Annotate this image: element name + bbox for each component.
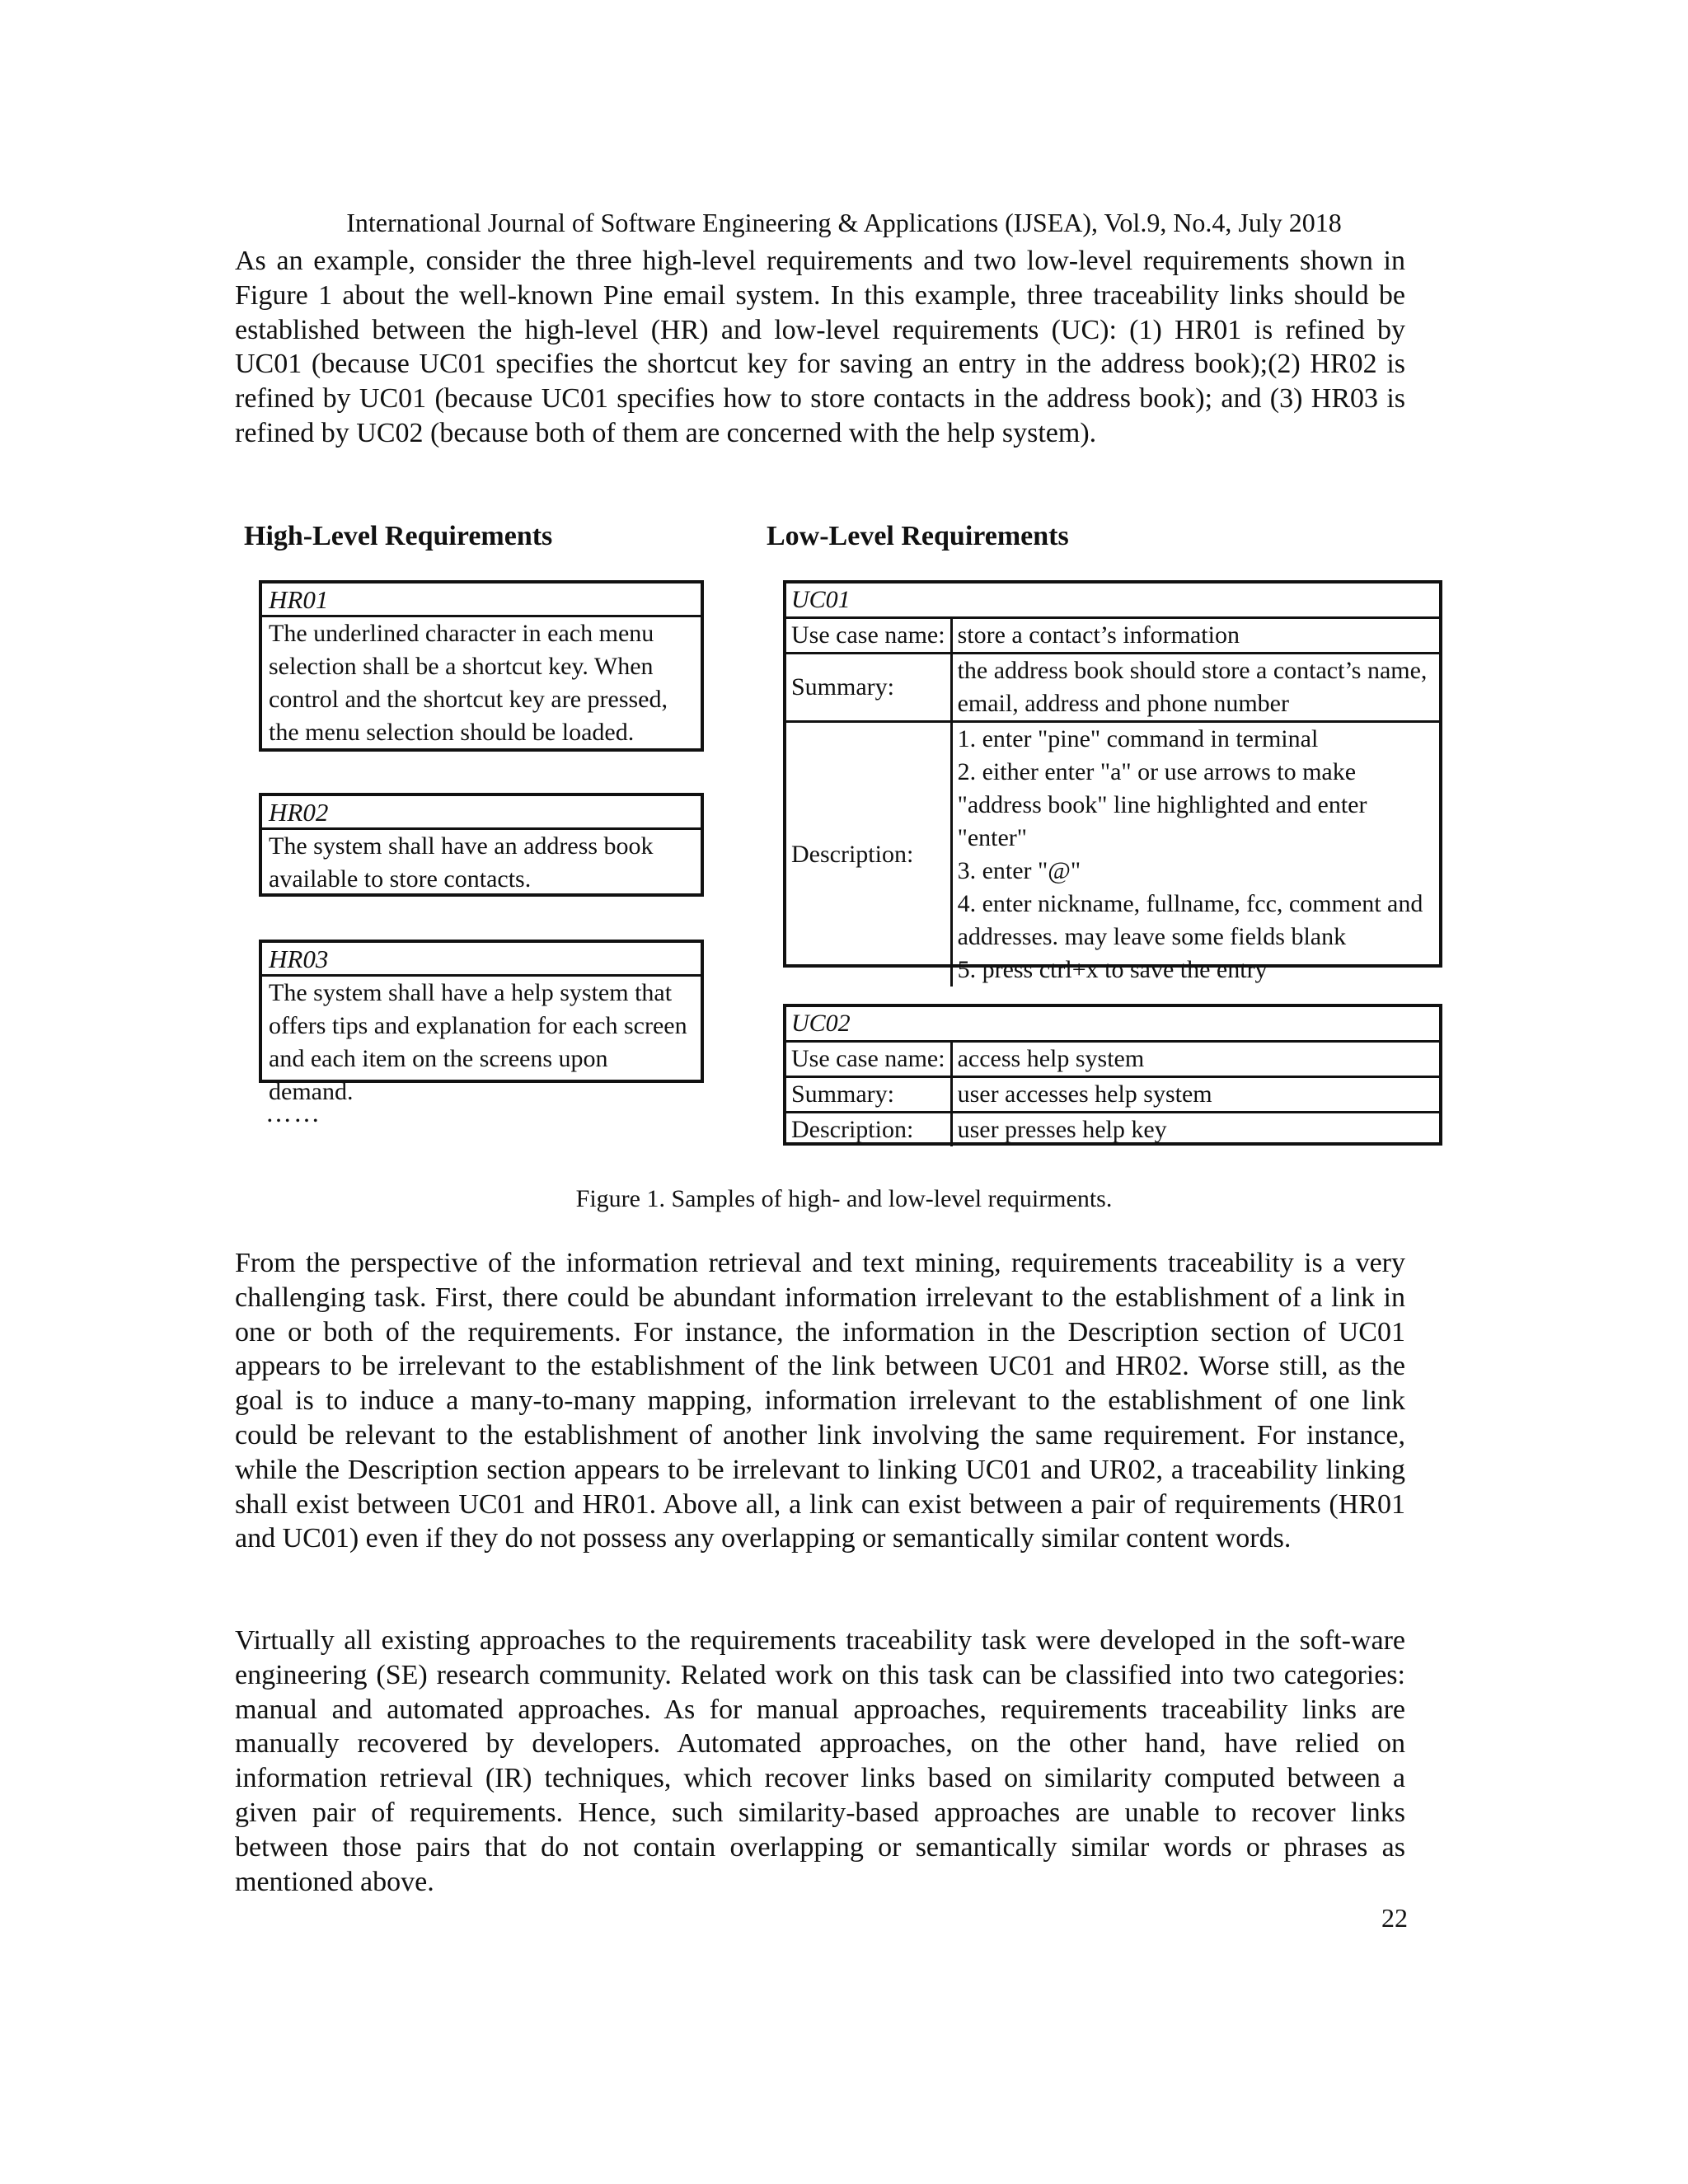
uc01-step: 1. enter "pine" command in terminal [957,725,1319,752]
hr02-text: The system shall have an address book available to store contacts. [269,832,654,893]
uc01-box [783,580,1442,983]
high-level-heading: High-Level Requirements [244,521,553,551]
hr01-id: HR01 [262,583,701,617]
low-level-heading: Low-Level Requirements [767,521,1069,551]
uc01-use-case-label: Use case name: [786,618,951,654]
hr01-box [259,580,704,752]
uc01-step: 5. press ctrl+x to save the entry [957,956,1268,983]
more-requirements-ellipsis: …… [265,1098,321,1127]
uc01-step: 4. enter nickname, fullname, fcc, comment and addresses. may leave some fields blank [957,890,1423,950]
uc02-use-case-value: access help system [951,1042,1439,1077]
uc01-table [786,583,1439,987]
hr03-id: HR03 [262,943,701,977]
uc02-summary-label: Summary: [786,1077,951,1113]
uc01-use-case-value: store a contact’s information [951,618,1439,654]
paragraph-related-work: Virtually all existing approaches to the requirements traceability task were developed in the soft-ware engineering (SE) research community. Related work on this task can be classified into two categories: manual and automated approaches. As for manual approaches, requirements traceability links are manually recovered by developers. Automated approaches, on the other hand, have relied on information retrieval (IR) techniques, which recover links based on similarity computed between a given pair of requirements. Hence, such similarity-based approaches are unable to recover links between those pairs that do not contain overlapping or semantically similar words or phrases as mentioned above. [235,1625,1405,1897]
uc02-id: UC02 [791,1010,851,1037]
hr02-id: HR02 [262,796,701,830]
running-head: International Journal of Software Engineering & Applications (IJSEA), Vol.9, No.4, July 2018 [346,208,1342,237]
page-number: 22 [1381,1903,1408,1933]
hr01-text: The underlined character in each menu selection shall be a shortcut key. When control and the shortcut key are pressed, the menu selection should be loaded. [269,620,668,746]
paragraph-challenges: From the perspective of the information retrieval and text mining, requirements traceability is a very challenging task. First, there could be abundant information irrelevant to the establishment of a link in one or both of the requirements. For instance, the information in the Description section of UC01 appears to be irrelevant to the establishment of the link between UC01 and HR02. Worse still, as the goal is to induce a many-to-many mapping, information irrelevant to the establishment of one link could be relevant to the establishment of another link involving the same requirement. For instance, while the Description section appears to be irrelevant to linking UC01 and UR02, a traceability linking shall exist between UC01 and HR01. Above all, a link can exist between a pair of requirements (HR01 and UC01) even if they do not possess any overlapping or semantically similar content words. [235,1248,1405,1554]
hr03-text: The system shall have a help system that offers tips and explanation for each screen and each item on the screens upon demand. [269,979,687,1105]
figure-caption: Figure 1. Samples of high- and low-level requirments. [575,1185,1113,1212]
uc01-step: 3. enter "@" [957,857,1081,884]
hr03-box [259,940,704,1105]
uc02-description-label: Description: [786,1113,951,1147]
uc02-use-case-label: Use case name: [786,1042,951,1077]
uc02-description-value: user presses help key [951,1113,1439,1147]
uc02-table [786,1007,1439,1146]
uc02-box [783,1004,1442,1146]
uc01-summary-value: the address book should store a contact’s name, email, address and phone number [951,654,1439,722]
uc01-description-steps [951,722,1439,987]
uc01-step: 2. either enter "a" or use arrows to make "address book" line highlighted and enter "enter" [957,758,1367,851]
uc01-summary-label: Summary: [786,654,951,722]
uc02-summary-value: user accesses help system [951,1077,1439,1113]
uc01-description-label: Description: [786,722,951,987]
paragraph-intro: As an example, consider the three high-level requirements and two low-level requirements shown in Figure 1 about the well-known Pine email system. In this example, three traceability links should be established between the high-level (HR) and low-level requirements (UC): (1) HR01 is refined by UC01 (because UC01 specifies the shortcut key for saving an entry in the address book);(2) HR02 is refined by UC01 (because UC01 specifies how to store contacts in the address book); and (3) HR03 is refined by UC02 (because both of them are concerned with the help system). [235,246,1405,448]
uc01-id: UC01 [791,586,851,613]
hr02-box [259,793,704,897]
